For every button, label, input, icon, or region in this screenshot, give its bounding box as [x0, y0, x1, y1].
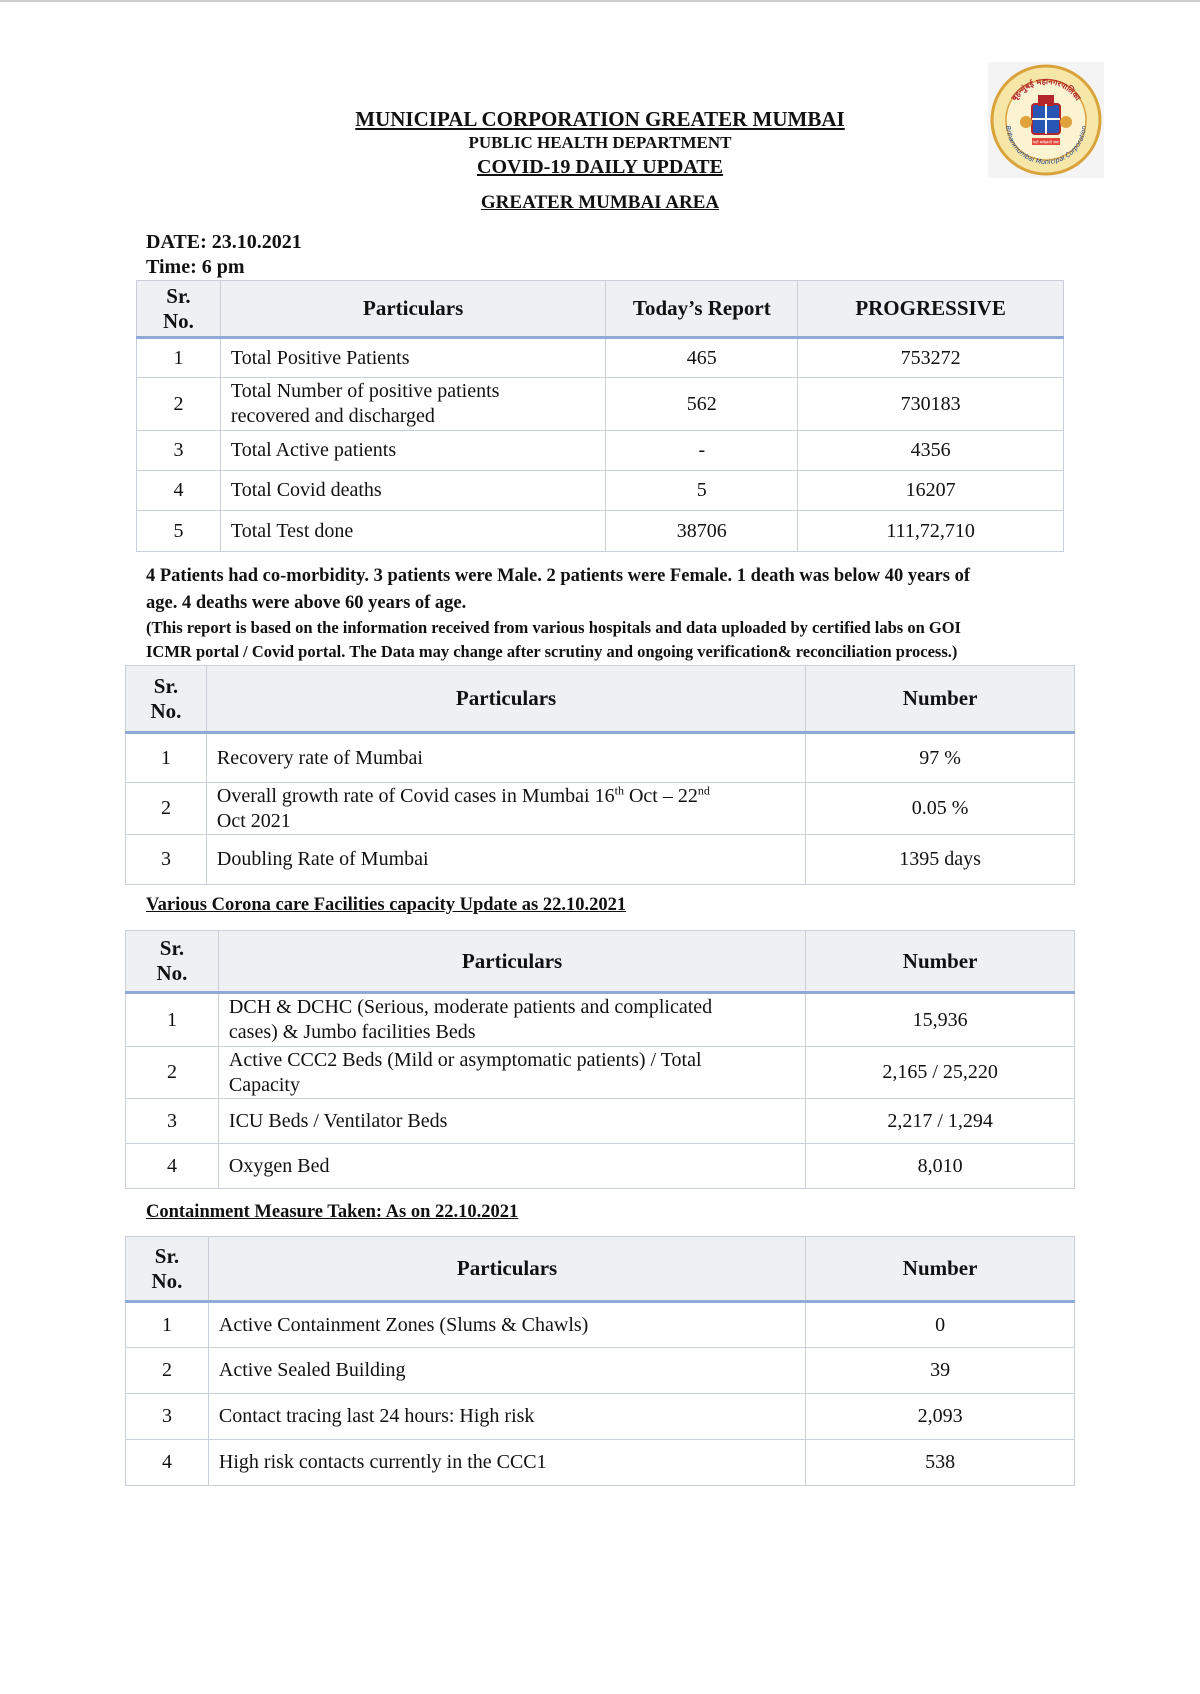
today-cell: 5	[606, 471, 798, 511]
col-particulars: Particulars	[206, 666, 805, 733]
today-cell: 465	[606, 338, 798, 378]
col-sr-no: Sr. No.	[137, 281, 221, 338]
table-row	[126, 1302, 1075, 1348]
sr-cell: 3	[126, 1099, 219, 1144]
update-title: COVID-19 DAILY UPDATE	[477, 156, 723, 178]
col-today-report: Today’s Report	[606, 281, 798, 338]
table-header-row	[137, 281, 1064, 338]
page-top-border	[0, 0, 1200, 2]
sr-cell: 3	[137, 431, 221, 471]
table-row	[126, 835, 1075, 885]
number-cell: 0.05 %	[806, 783, 1075, 835]
table-header-row	[126, 1237, 1075, 1302]
facilities-table	[125, 930, 1075, 1189]
particular-cell: DCH & DCHC (Serious, moderate patients and complicated cases) & Jumbo facilities Beds	[218, 993, 805, 1047]
sr-cell: 3	[126, 835, 207, 885]
sr-cell: 1	[137, 338, 221, 378]
svg-text:Brihanmumbai Municipal Corpora: Brihanmumbai Municipal Corporation	[1003, 125, 1088, 167]
number-cell: 39	[806, 1348, 1075, 1394]
sr-cell: 2	[126, 1348, 209, 1394]
sr-cell: 4	[137, 471, 221, 511]
number-cell: 1395 days	[806, 835, 1075, 885]
col-particulars: Particulars	[220, 281, 606, 338]
number-cell: 15,936	[806, 993, 1075, 1047]
report-meta	[146, 230, 302, 280]
particular-cell: Doubling Rate of Mumbai	[206, 835, 805, 885]
svg-text:यतो धर्मस्ततो जयः: यतो धर्मस्ततो जयः	[1032, 139, 1060, 145]
table-row	[126, 1394, 1075, 1440]
particular-cell: Oxygen Bed	[218, 1144, 805, 1189]
particular-cell: Active Sealed Building	[208, 1348, 805, 1394]
number-cell: 97 %	[806, 733, 1075, 783]
sr-cell: 2	[126, 783, 207, 835]
table-row	[126, 1348, 1075, 1394]
sr-cell: 4	[126, 1440, 209, 1486]
progressive-cell: 4356	[798, 431, 1064, 471]
number-cell: 538	[806, 1440, 1075, 1486]
table-row	[126, 783, 1075, 835]
svg-text:बृहन्मुंबई महानगरपालिका: बृहन्मुंबई महानगरपालिका	[1009, 76, 1083, 103]
particular-cell: ICU Beds / Ventilator Beds	[218, 1099, 805, 1144]
table-row	[137, 511, 1064, 552]
number-cell: 2,093	[806, 1394, 1075, 1440]
sr-cell: 1	[126, 993, 219, 1047]
table-row	[126, 993, 1075, 1047]
containment-table	[125, 1236, 1075, 1486]
area-title: GREATER MUMBAI AREA	[480, 192, 720, 213]
sr-cell: 4	[126, 1144, 219, 1189]
rates-table	[125, 665, 1075, 885]
col-sr-no: Sr. No.	[126, 931, 219, 993]
table-row	[126, 1440, 1075, 1486]
col-number: Number	[806, 666, 1075, 733]
sr-cell: 5	[137, 511, 221, 552]
bmc-emblem-icon	[988, 62, 1104, 178]
containment-section-title: Containment Measure Taken: As on 22.10.2021	[146, 1202, 519, 1222]
dept-title: PUBLIC HEALTH DEPARTMENT	[468, 133, 732, 152]
number-cell: 0	[806, 1302, 1075, 1348]
particular-cell: Active Containment Zones (Slums & Chawls)	[208, 1302, 805, 1348]
col-progressive: PROGRESSIVE	[798, 281, 1064, 338]
table-row	[126, 1144, 1075, 1189]
daily-summary-table	[136, 280, 1064, 552]
number-cell: 2,217 / 1,294	[806, 1099, 1075, 1144]
sr-cell: 2	[137, 378, 221, 431]
table-row	[137, 431, 1064, 471]
table-row	[126, 733, 1075, 783]
document-header	[300, 106, 900, 216]
today-cell: 562	[606, 378, 798, 431]
particular-cell: Active CCC2 Beds (Mild or asymptomatic patients) / Total Capacity	[218, 1047, 805, 1099]
particular-cell: Overall growth rate of Covid cases in Mumbai 16th Oct – 22nd Oct 2021	[206, 783, 805, 835]
facilities-section-title: Various Corona care Facilities capacity Update as 22.10.2021	[146, 895, 627, 915]
col-sr-no: Sr. No.	[126, 1237, 209, 1302]
report-time: Time: 6 pm	[146, 256, 245, 278]
comorbidity-note: 4 Patients had co-morbidity. 3 patients were Male. 2 patients were Female. 1 death was below 40 years of age. 4 deaths were above 60 years of age.	[146, 566, 970, 613]
col-particulars: Particulars	[218, 931, 805, 993]
particular-cell: Total Test done	[220, 511, 606, 552]
table-row	[126, 1099, 1075, 1144]
particular-cell: Recovery rate of Mumbai	[206, 733, 805, 783]
col-number: Number	[806, 1237, 1075, 1302]
today-cell: -	[606, 431, 798, 471]
particular-cell: High risk contacts currently in the CCC1	[208, 1440, 805, 1486]
progressive-cell: 730183	[798, 378, 1064, 431]
particular-cell: Total Active patients	[220, 431, 606, 471]
sr-cell: 1	[126, 1302, 209, 1348]
col-number: Number	[806, 931, 1075, 993]
particular-cell: Total Positive Patients	[220, 338, 606, 378]
table-header-row	[126, 666, 1075, 733]
col-particulars: Particulars	[208, 1237, 805, 1302]
table-header-row	[126, 931, 1075, 993]
progressive-cell: 16207	[798, 471, 1064, 511]
sr-cell: 2	[126, 1047, 219, 1099]
today-cell: 38706	[606, 511, 798, 552]
table-row	[126, 1047, 1075, 1099]
number-cell: 2,165 / 25,220	[806, 1047, 1075, 1099]
particular-cell: Total Covid deaths	[220, 471, 606, 511]
col-sr-no: Sr. No.	[126, 666, 207, 733]
progressive-cell: 111,72,710	[798, 511, 1064, 552]
disclaimer-note: (This report is based on the information received from various hospitals and data uploaded by certified labs on GOI ICMR portal / Covid portal. The Data may change after scrutiny and ongoing verification& reconciliation process.)	[146, 618, 961, 661]
sr-cell: 3	[126, 1394, 209, 1440]
table-row	[137, 471, 1064, 511]
table-row	[137, 338, 1064, 378]
progressive-cell: 753272	[798, 338, 1064, 378]
sr-cell: 1	[126, 733, 207, 783]
table-row	[137, 378, 1064, 431]
org-title: MUNICIPAL CORPORATION GREATER MUMBAI	[355, 107, 845, 131]
particular-cell: Contact tracing last 24 hours: High risk	[208, 1394, 805, 1440]
particular-cell: Total Number of positive patients recovered and discharged	[220, 378, 606, 431]
number-cell: 8,010	[806, 1144, 1075, 1189]
bmc-logo	[988, 62, 1104, 178]
report-date: DATE: 23.10.2021	[146, 231, 302, 253]
